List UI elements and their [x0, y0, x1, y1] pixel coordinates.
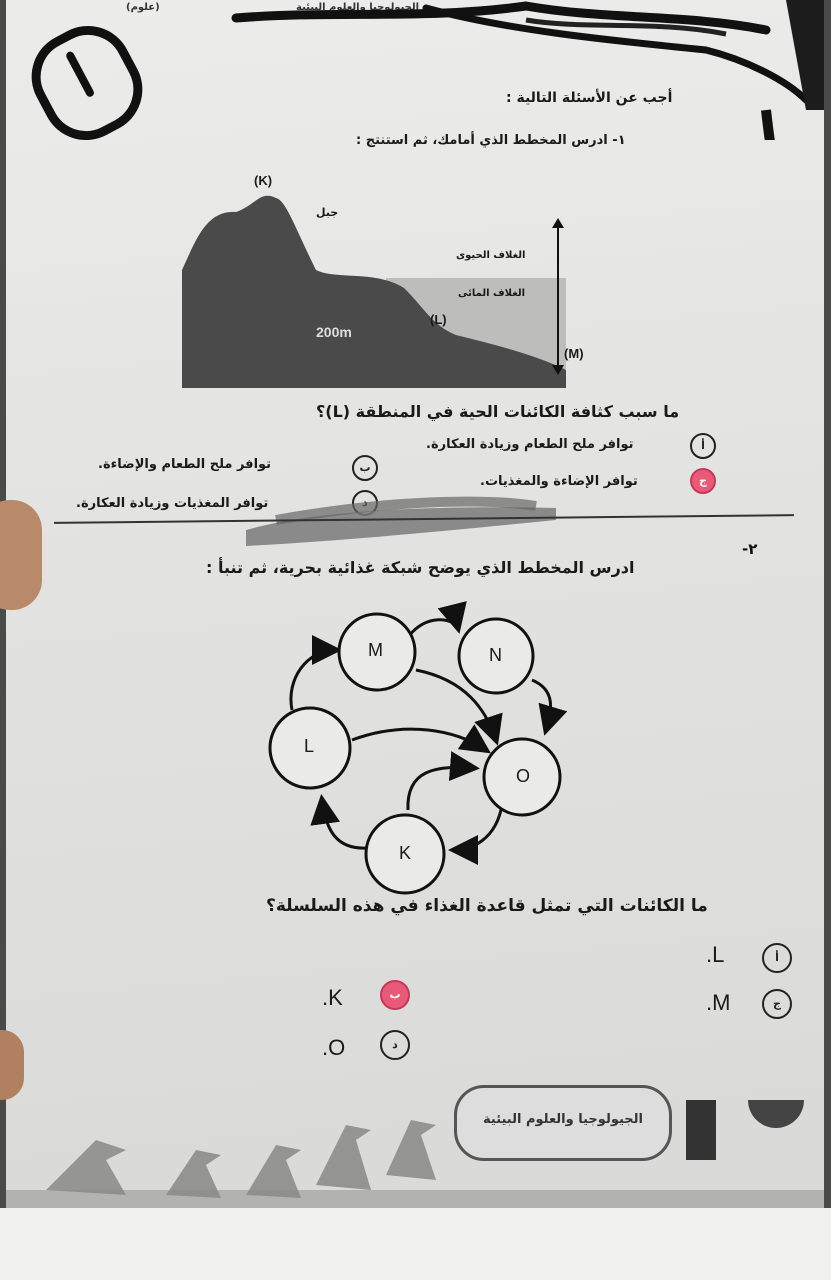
question1-number: ١-	[612, 133, 626, 148]
q2-option-a-marker[interactable]: أ	[762, 943, 792, 973]
question1-prompt	[356, 133, 626, 148]
question1-prompt-text: ادرس المخطط الذي أمامك، ثم استنتج :	[356, 133, 608, 148]
header-subject: الجيولوجيا والعلوم البيئية	[296, 2, 420, 13]
footer-logo: الجيولوجيا والعلوم البيئية	[454, 1085, 672, 1161]
diagram-label-L: (L)	[430, 312, 447, 327]
ocean-zone-diagram	[176, 170, 616, 395]
q1-option-a-text: توافر ملح الطعام وزيادة العكارة.	[426, 437, 634, 452]
question2-question: ما الكائنات التي تمثل قاعدة الغذاء في هذه السلسلة؟	[266, 896, 708, 916]
finger-bottom	[0, 1030, 24, 1100]
q1-option-b-marker[interactable]: ب	[352, 455, 378, 481]
diagram-label-hydrosphere: الغلاف المائى	[458, 288, 526, 299]
q1-option-c-text: توافر الإضاءة والمغذيات.	[480, 474, 638, 489]
q1-option-d-text: توافر المغذيات وزيادة العكارة.	[76, 496, 269, 511]
redaction-smudge	[236, 490, 566, 560]
node-label-O: O	[516, 766, 531, 786]
exam-page	[6, 0, 824, 1208]
question2-prompt: ادرس المخطط الذي يوضح شبكة غذائية بحرية، ثم تنبأ :	[206, 558, 635, 577]
node-label-M: M	[368, 640, 383, 660]
q2-option-b-text: .K	[322, 985, 343, 1010]
diagram-label-biosphere: الغلاف الحيوى	[456, 250, 526, 261]
q2-option-c-text: .M	[706, 990, 731, 1015]
header-track: (علوم)	[126, 2, 160, 13]
diagram-label-mountain: جبل	[316, 206, 339, 219]
question1-question: ما سبب كثافة الكائنات الحية في المنطقة (L)؟	[316, 402, 680, 421]
footer-icon-globe	[748, 1100, 804, 1128]
q2-option-b-marker[interactable]: ب	[380, 980, 410, 1010]
q1-option-d-marker[interactable]: د	[352, 490, 378, 516]
finger-top	[0, 500, 42, 610]
node-label-L: L	[304, 736, 315, 756]
q2-option-d-marker[interactable]: د	[380, 1030, 410, 1060]
q1-option-b-text: توافر ملح الطعام والإضاءة.	[98, 457, 272, 472]
background-surface	[0, 1208, 831, 1280]
diagram-label-M: (M)	[564, 346, 584, 361]
q2-option-c-marker[interactable]: ج	[762, 989, 792, 1019]
diagram-label-depth: 200m	[316, 324, 352, 340]
q1-option-a-marker[interactable]: أ	[690, 433, 716, 459]
node-label-N: N	[489, 645, 502, 665]
q2-option-a-text: .L	[706, 942, 725, 967]
footer-oil-pumps	[6, 1100, 824, 1208]
diagram-label-K: (K)	[254, 173, 273, 188]
q2-option-d-text: .O	[322, 1035, 346, 1060]
question2-number: ٢-	[742, 540, 758, 558]
footer-icon-building	[686, 1100, 716, 1160]
pen-scribble	[6, 0, 824, 140]
instructions: أجب عن الأسئلة التالية :	[506, 90, 673, 106]
node-label-K: K	[399, 843, 412, 863]
q1-option-c-marker[interactable]: ج	[690, 468, 716, 494]
